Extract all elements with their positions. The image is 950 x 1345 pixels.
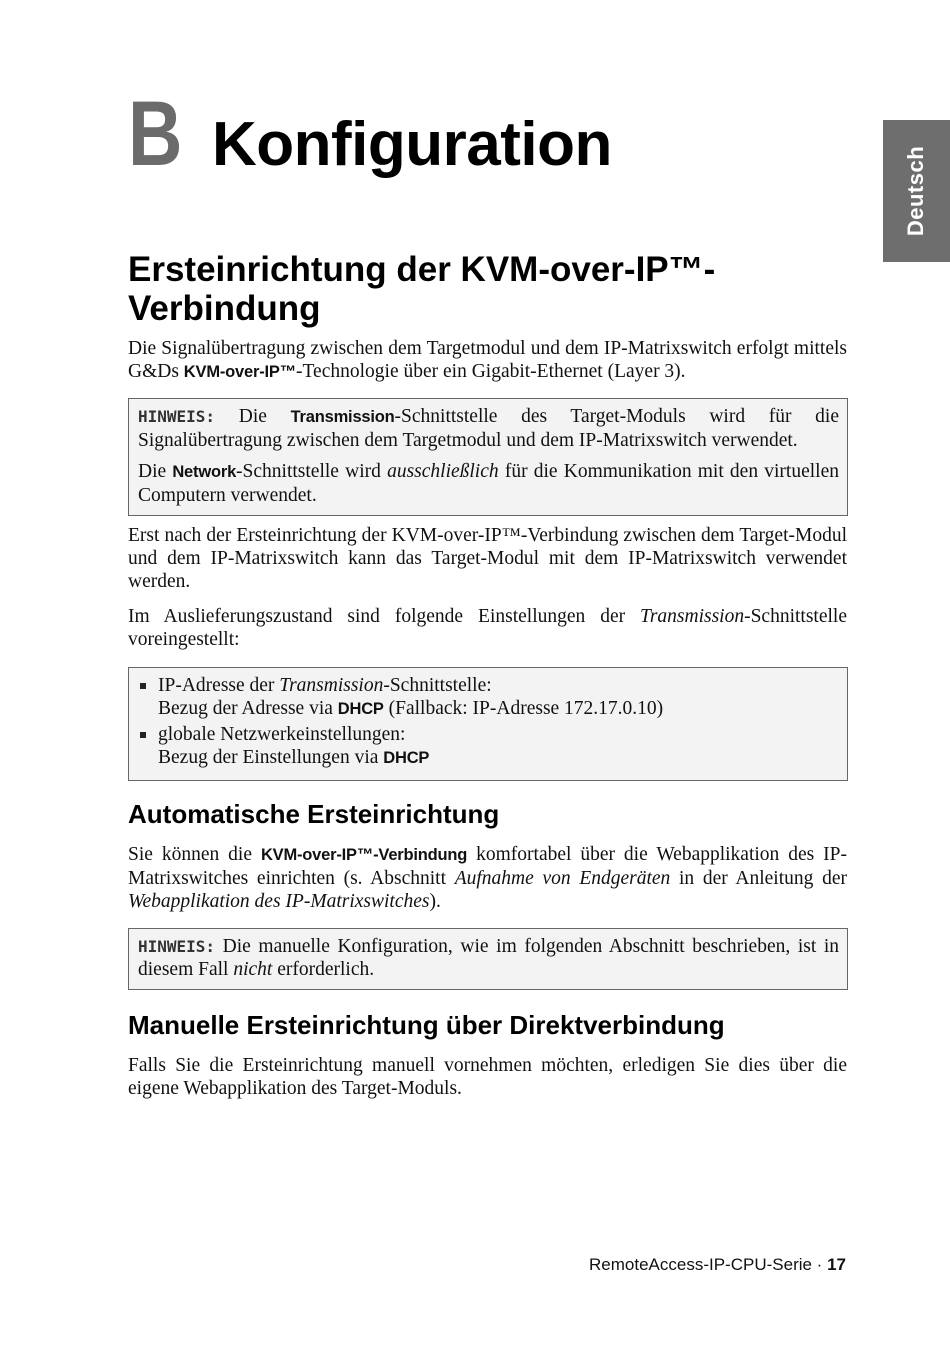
intro-paragraph: Die Signalübertragung zwischen dem Targetmodul und dem IP-Matrixswitch erfolgt mittels G&Ds KVM-over-IP™-Technologie über ein Gigabit-Ethernet (Layer 3). (128, 338, 847, 382)
section-heading-manuell: Manuelle Ersteinrichtung über Direktverbindung (128, 1010, 725, 1040)
page-footer (589, 1255, 846, 1275)
section-heading-ersteinrichtung: Ersteinrichtung der KVM-over-IP™- Verbindung (128, 250, 716, 329)
paragraph-automatic: Sie können die KVM-over-IP™-Verbindung komfortabel über die Webapplikation des IP-Matrixswitches einrichten (s. Abschnitt Aufnahme von Endgeräten in der Anleitung der Webapplikation des IP-Matrixswitches). (128, 844, 847, 912)
default-settings-list (138, 674, 839, 770)
paragraph-manual: Falls Sie die Ersteinrichtung manuell vornehmen möchten, erledigen Sie dies über die eigene Webapplikation des Target-Moduls. (128, 1055, 847, 1099)
section-heading-automatisch: Automatische Ersteinrichtung (128, 799, 500, 829)
chapter-title: Konfiguration (212, 110, 612, 179)
list-item: globale Netzwerkeinstellungen: Bezug der Einstellungen via DHCP (138, 723, 839, 770)
note-label: HINWEIS: (138, 937, 216, 956)
note-box-manual (128, 928, 848, 990)
list-item: IP-Adresse der Transmission-Schnittstelle: Bezug der Adresse via DHCP (Fallback: IP-Adresse 172.17.0.10) (138, 674, 839, 721)
note-label: HINWEIS: (138, 407, 216, 426)
page-number: 17 (827, 1255, 846, 1274)
note-paragraph: Die Network-Schnittstelle wird ausschließlich für die Kommunikation mit den virtuellen Computern verwendet. (138, 461, 839, 506)
footer-series: RemoteAccess-IP-CPU-Serie · (589, 1255, 828, 1274)
paragraph-defaults: Im Auslieferungszustand sind folgende Einstellungen der Transmission-Schnittstelle voreingestellt: (128, 606, 847, 650)
note-box-transmission (128, 398, 848, 516)
language-tab-label: Deutsch (903, 145, 929, 237)
note-paragraph: HINWEIS: Die Transmission-Schnittstelle des Target-Moduls wird für die Signalübertragung zwischen dem Targetmodul und dem IP-Matrixswitch verwendet. (138, 406, 839, 451)
paragraph-after-setup: Erst nach der Ersteinrichtung der KVM-over-IP™-Verbindung zwischen dem Target-Modul und dem IP-Matrixswitch kann das Target-Modul mit dem IP-Matrixswitch verwendet werden. (128, 525, 847, 592)
chapter-letter: B (128, 83, 183, 185)
note-paragraph: HINWEIS: Die manuelle Konfiguration, wie im folgenden Abschnitt beschrieben, ist in diesem Fall nicht erforderlich. (138, 936, 839, 980)
default-settings-box (128, 667, 848, 781)
language-tab (883, 120, 950, 262)
chapter-heading (128, 82, 612, 192)
